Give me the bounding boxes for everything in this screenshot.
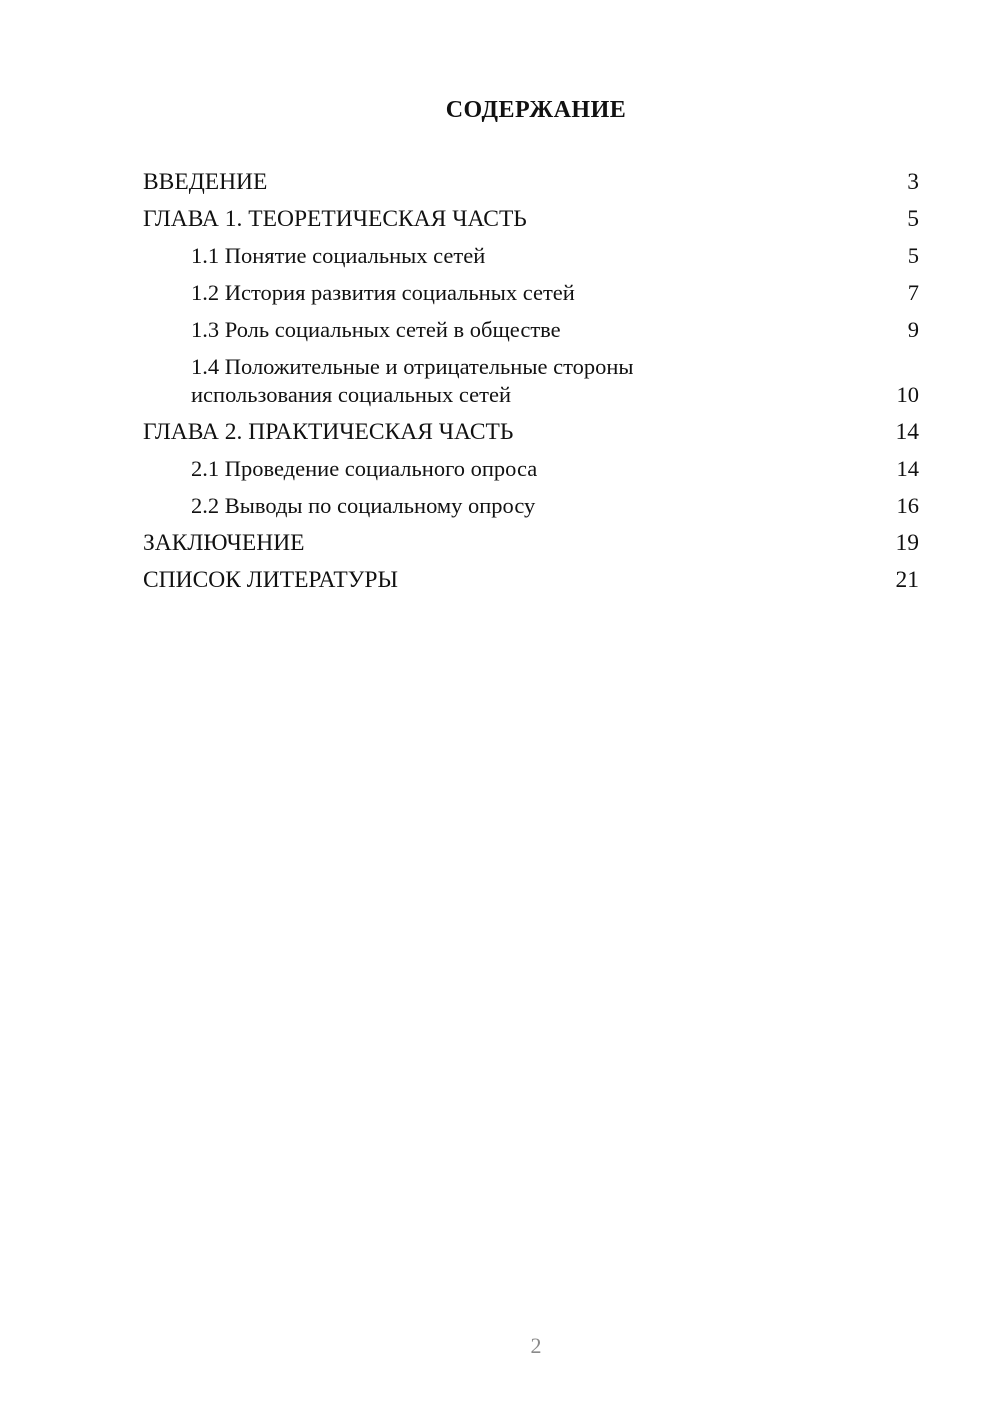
page-number: 2: [530, 1333, 542, 1358]
toc-entry: [143, 316, 919, 344]
toc-entry: [143, 205, 919, 233]
toc-entry-label: ВВЕДЕНИЕ: [143, 169, 268, 195]
toc-entry-page: 9: [907, 317, 919, 342]
toc-entry-page: 16: [896, 493, 919, 518]
toc-entry-page: 19: [895, 530, 919, 556]
toc-entry: [143, 529, 919, 557]
toc-entry-page: 14: [895, 419, 919, 445]
toc-entry: [143, 168, 919, 196]
toc-entry: [143, 492, 919, 520]
toc-entry-label: 1.1 Понятие социальных сетей: [191, 243, 486, 268]
toc-entry-label: ЗАКЛЮЧЕНИЕ: [143, 530, 305, 556]
toc-entry-page: 14: [896, 456, 919, 481]
toc-entry: [143, 566, 919, 594]
toc-entry-page: 5: [907, 206, 919, 232]
toc-entry-page: 10: [896, 382, 919, 407]
toc-entry: [143, 279, 919, 307]
toc-entry-page: 7: [907, 280, 919, 305]
toc-entry-label: СПИСОК ЛИТЕРАТУРЫ: [143, 567, 398, 593]
table-of-contents: [143, 168, 919, 603]
toc-entry: [143, 418, 919, 446]
toc-entry-label: 1.3 Роль социальных сетей в обществе: [191, 317, 561, 342]
toc-entry-label: 1.2 История развития социальных сетей: [191, 280, 575, 305]
toc-entry-label: 2.2 Выводы по социальному опросу: [191, 493, 536, 518]
toc-entry-label: 1.4 Положительные и отрицательные стороны использования социальных сетей: [191, 354, 634, 407]
toc-entry: [143, 455, 919, 483]
toc-entry-page: 3: [907, 169, 919, 195]
toc-entry-label: ГЛАВА 2. ПРАКТИЧЕСКАЯ ЧАСТЬ: [143, 419, 514, 445]
toc-entry-page: 21: [895, 567, 919, 593]
toc-entry-label: ГЛАВА 1. ТЕОРЕТИЧЕСКАЯ ЧАСТЬ: [143, 206, 527, 232]
toc-entry: [143, 242, 919, 270]
toc-entry-label: 2.1 Проведение социального опроса: [191, 456, 538, 481]
toc-entry-page: 5: [907, 243, 919, 268]
toc-title: СОДЕРЖАНИЕ: [445, 97, 627, 123]
toc-entry: [143, 353, 919, 409]
